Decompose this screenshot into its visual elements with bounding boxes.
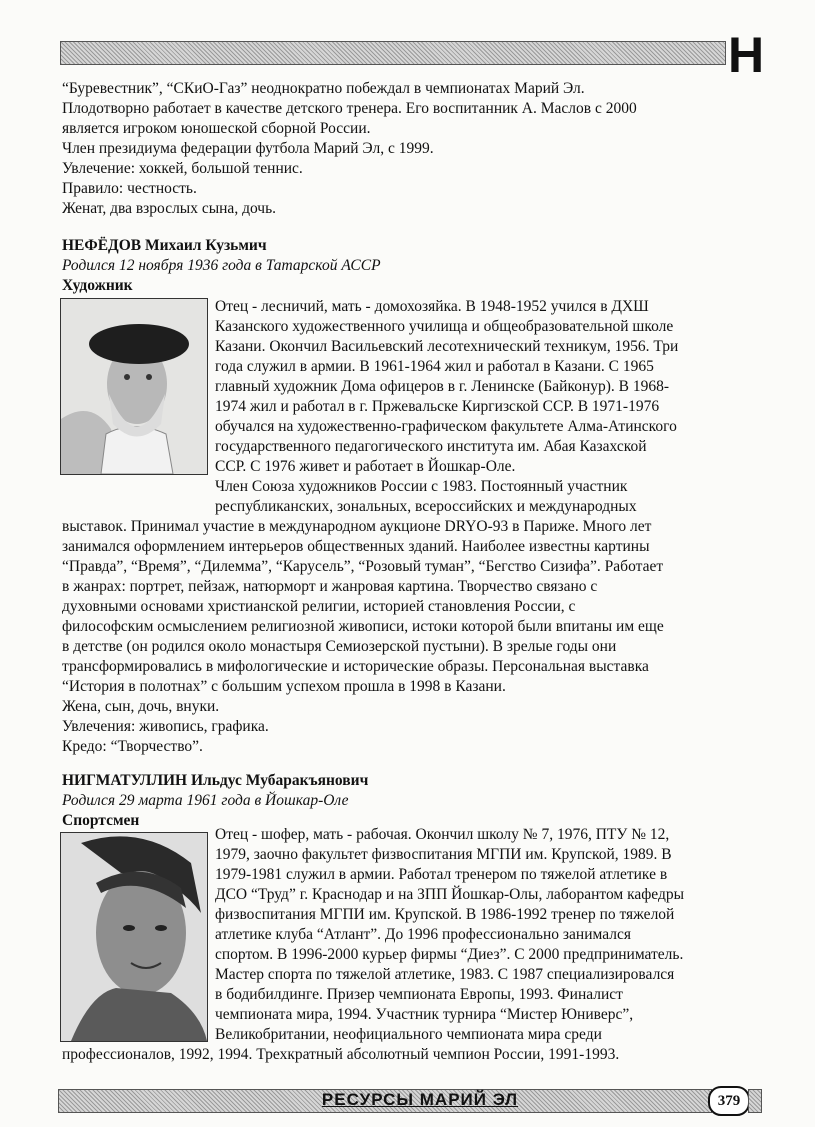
text-line: “Буревестник”, “СКиО-Газ” неоднократно побеждал в чемпионатах Марий Эл.	[62, 80, 585, 97]
text-line: в детстве (он родился около монастыря Семиозерской пустыни). В зрелые годы они	[62, 638, 617, 655]
text-line: Казанского художественного училища и общеобразовательной школе	[215, 318, 674, 335]
footer-title: РЕСУРСЫ МАРИЙ ЭЛ	[321, 1090, 519, 1109]
header-bar	[60, 41, 726, 65]
text-line: Увлечение: хоккей, большой теннис.	[62, 160, 303, 177]
text-line: Казани. Окончил Васильевский лесотехнический техникум, 1956. Три	[215, 338, 679, 355]
text-line: 1979, заочно факультет физвоспитания МГПИ им. Крупской, 1989. В	[215, 846, 672, 863]
text-line: республиканских, зональных, всероссийских и международных	[215, 498, 637, 515]
text-line: чемпионата мира, 1994. Участник турнира “Мистер Юниверс”,	[215, 1006, 634, 1023]
entry-birth: Родился 29 марта 1961 года в Йошкар-Оле	[62, 792, 349, 809]
text-line: физвоспитания МГПИ им. Крупской. В 1986-1992 тренер по тяжелой	[215, 906, 675, 923]
text-line: Отец - шофер, мать - рабочая. Окончил школу № 7, 1976, ПТУ № 12,	[215, 826, 670, 843]
text-line: Великобритании, неофициального чемпионата мира среди	[215, 1026, 602, 1043]
text-line: главный художник Дома офицеров в г. Ленинске (Байконур). В 1968-	[215, 378, 670, 395]
text-line: Увлечения: живопись, графика.	[62, 718, 269, 735]
text-line: в жанрах: портрет, пейзаж, натюрморт и жанровая картина. Творчество связано с	[62, 578, 598, 595]
text-line: “Правда”, “Время”, “Дилемма”, “Карусель”, “Розовый туман”, “Бегство Сизифа”. Работает	[62, 558, 664, 575]
text-line: “История в полотнах” с большим успехом прошла в 1998 в Казани.	[62, 678, 506, 695]
text-line: атлетике клуба “Атлант”. До 1996 профессионально занимался	[215, 926, 631, 943]
text-line: Кредо: “Творчество”.	[62, 738, 203, 755]
entry-name: НЕФЁДОВ Михаил Кузьмич	[62, 237, 267, 254]
text-line: профессионалов, 1992, 1994. Трехкратный абсолютный чемпион России, 1991-1993.	[62, 1046, 620, 1063]
text-line: ДСО “Труд” г. Краснодар и на ЗПП Йошкар-Олы, лаборантом кафедры	[215, 886, 685, 903]
text-line: Мастер спорта по тяжелой атлетике, 1983. С 1987 специализировался	[215, 966, 675, 983]
section-letter: Н	[728, 27, 765, 83]
text-line: Женат, два взрослых сына, дочь.	[62, 200, 277, 217]
text-line: года служил в армии. В 1961-1964 жил и работал в Казани. С 1965	[215, 358, 654, 375]
text-line: Член президиума федерации футбола Марий Эл, с 1999.	[62, 140, 434, 157]
text-line: является игроком юношеской сборной России.	[62, 120, 371, 137]
text-line: Плодотворно работает в качестве детского тренера. Его воспитанник А. Маслов с 2000	[62, 100, 637, 117]
portrait-photo-nigmatullin	[60, 832, 208, 1042]
text-line: государственного педагогического института им. Абая Казахской	[215, 438, 647, 455]
text-line: ССР. С 1976 живет и работает в Йошкар-Оле.	[215, 458, 516, 475]
text-line: спортом. В 1996-2000 курьер фирмы “Диез”. С 2000 предприниматель.	[215, 946, 684, 963]
text-line: выставок. Принимал участие в международном аукционе DRYO-93 в Париже. Много лет	[62, 518, 652, 535]
text-line: в бодибилдинге. Призер чемпионата Европы, 1993. Финалист	[215, 986, 623, 1003]
entry-profession: Художник	[62, 277, 133, 294]
text-line: Отец - лесничий, мать - домохозяйка. В 1948-1952 учился в ДХШ	[215, 298, 649, 315]
text-line: Жена, сын, дочь, внуки.	[62, 698, 220, 715]
text-line: 1979-1981 служил в армии. Работал тренером по тяжелой атлетике в	[215, 866, 668, 883]
text-line: трансформировались в мифологические и исторические образы. Персональная выставка	[62, 658, 649, 675]
portrait-photo-nefedov	[60, 298, 208, 475]
entry-profession: Спортсмен	[62, 812, 140, 829]
text-line: обучался на художественно-графическом факультете Алма-Атинского	[215, 418, 677, 435]
footer-bar-tail	[748, 1089, 762, 1113]
text-line: занимался оформлением интерьеров общественных зданий. Наиболее известны картины	[62, 538, 650, 555]
entry-name: НИГМАТУЛЛИН Ильдус Мубаракъянович	[62, 772, 369, 789]
text-line: духовными основами христианской религии, историей становления России, с	[62, 598, 576, 615]
text-line: 1974 жил и работал в г. Пржевальске Киргизской ССР. В 1971-1976	[215, 398, 660, 415]
text-line: Член Союза художников России с 1983. Постоянный участник	[215, 478, 628, 495]
text-line: Правило: честность.	[62, 180, 197, 197]
entry-birth: Родился 12 ноября 1936 года в Татарской АССР	[62, 257, 381, 274]
text-line: философским осмыслением религиозной живописи, истоки которой были впитаны им еще	[62, 618, 664, 635]
page-number: 379	[708, 1086, 750, 1116]
